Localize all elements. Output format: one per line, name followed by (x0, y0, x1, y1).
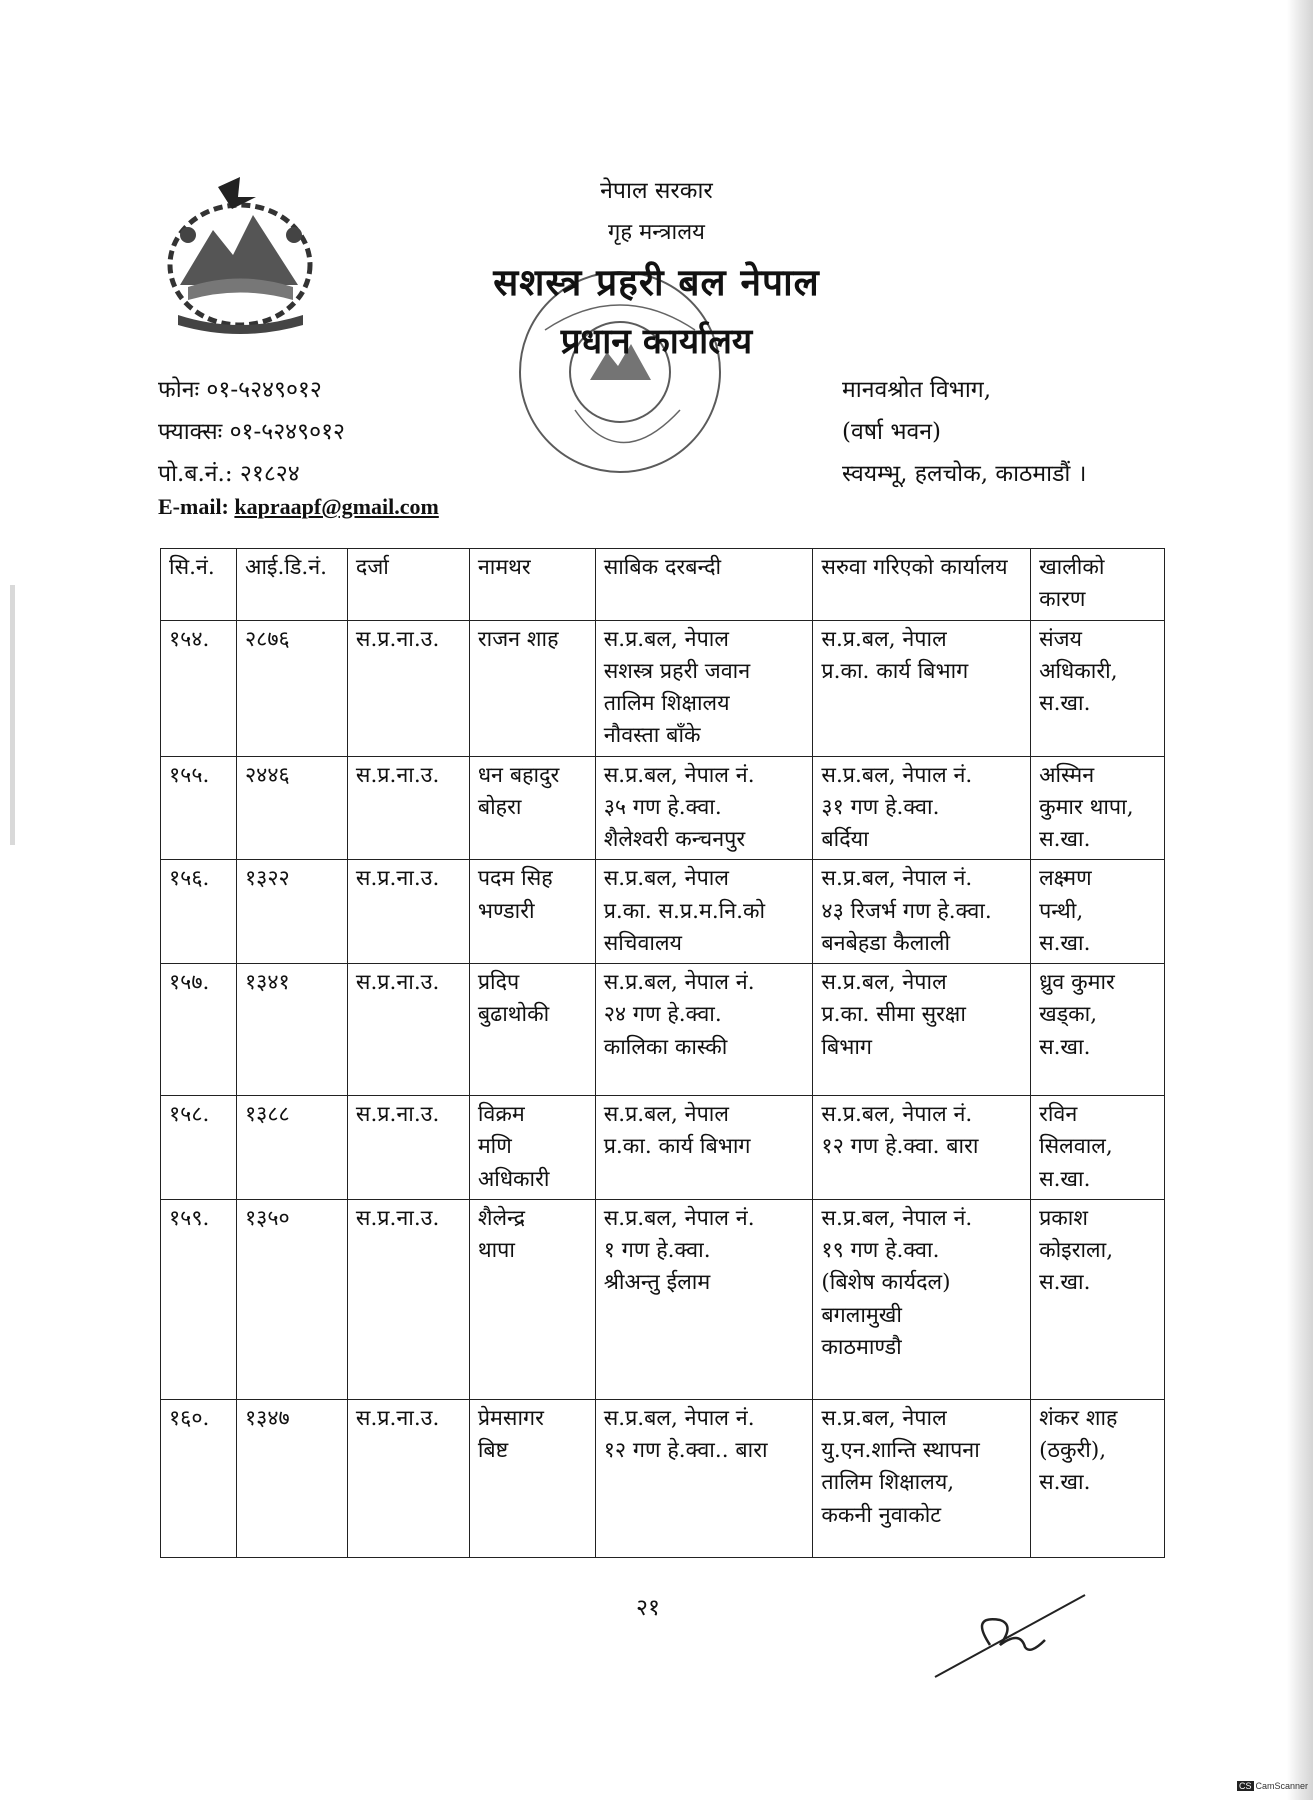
header-serial-no: सि.नं. (161, 549, 237, 621)
cell-id-no: २४४६ (236, 756, 347, 860)
cell-transferred-office: स.प्र.बल, नेपाल नं. १२ गण हे.क्वा. बारा (813, 1096, 1031, 1200)
signature-mark (930, 1585, 1090, 1685)
phone-number: फोनः ०१-५२४९०१२ (158, 377, 322, 403)
cell-vacancy-reason: ध्रुव कुमार खड्का, स.खा. (1031, 964, 1165, 1096)
ministry-name: गृह मन्त्रालय (608, 220, 705, 245)
camscanner-label: CamScanner (1255, 1781, 1309, 1791)
cell-vacancy-reason: लक्ष्मण पन्थी, स.खा. (1031, 860, 1165, 964)
table-row (161, 1096, 1165, 1200)
header-vacancy-reason: खालीको कारण (1031, 549, 1165, 621)
table-row (161, 860, 1165, 964)
table-header-row (161, 549, 1165, 621)
table-row (161, 620, 1165, 756)
cell-name: धन बहादुर बोहरा (469, 756, 595, 860)
email-line (158, 494, 439, 520)
po-box: पो.ब.नं.: २१८२४ (158, 461, 300, 487)
cell-serial-no: १५८. (161, 1096, 237, 1200)
table-row (161, 1399, 1165, 1557)
cell-transferred-office: स.प्र.बल, नेपाल प्र.का. कार्य बिभाग (813, 620, 1031, 756)
cell-rank: स.प्र.ना.उ. (347, 620, 469, 756)
cell-previous-post: स.प्र.बल, नेपाल नं. १२ गण हे.क्वा.. बारा (595, 1399, 813, 1557)
cell-vacancy-reason: प्रकाश कोइराला, स.खा. (1031, 1199, 1165, 1399)
cell-vacancy-reason: रविन सिलवाल, स.खा. (1031, 1096, 1165, 1200)
cell-name: विक्रम मणि अधिकारी (469, 1096, 595, 1200)
cell-serial-no: १५४. (161, 620, 237, 756)
cell-transferred-office: स.प्र.बल, नेपाल नं. ४३ रिजर्भ गण हे.क्वा. बनबेहडा कैलाली (813, 860, 1031, 964)
cell-previous-post: स.प्र.बल, नेपाल प्र.का. स.प्र.म.नि.को सचिवालय (595, 860, 813, 964)
page-number: २१ (636, 1595, 660, 1621)
header-previous-post: साबिक दरबन्दी (595, 549, 813, 621)
cell-id-no: १३५० (236, 1199, 347, 1399)
department-name: मानवश्रोत विभाग, (842, 377, 992, 403)
cell-previous-post: स.प्र.बल, नेपाल सशस्त्र प्रहरी जवान तालिम शिक्षालय नौवस्ता बाँके (595, 620, 813, 756)
camscanner-mark: CS (1239, 1781, 1252, 1791)
cell-rank: स.प्र.ना.उ. (347, 756, 469, 860)
cell-name: शैलेन्द्र थापा (469, 1199, 595, 1399)
table-row (161, 756, 1165, 860)
camscanner-badge (1237, 1781, 1308, 1791)
cell-previous-post: स.प्र.बल, नेपाल नं. ३५ गण हे.क्वा. शैलेश्वरी कन्चनपुर (595, 756, 813, 860)
cell-previous-post: स.प्र.बल, नेपाल नं. १ गण हे.क्वा. श्रीअन्तु ईलाम (595, 1199, 813, 1399)
header-rank: दर्जा (347, 549, 469, 621)
cell-name: प्रेमसागर बिष्ट (469, 1399, 595, 1557)
table-row (161, 964, 1165, 1096)
cell-previous-post: स.प्र.बल, नेपाल नं. २४ गण हे.क्वा. कालिका कास्की (595, 964, 813, 1096)
cell-id-no: १३८८ (236, 1096, 347, 1200)
cell-transferred-office: स.प्र.बल, नेपाल प्र.का. सीमा सुरक्षा बिभाग (813, 964, 1031, 1096)
cell-vacancy-reason: अस्मिन कुमार थापा, स.खा. (1031, 756, 1165, 860)
table-row (161, 1199, 1165, 1399)
header-transferred-office: सरुवा गरिएको कार्यालय (813, 549, 1031, 621)
header-name: नामथर (469, 549, 595, 621)
cell-serial-no: १५५. (161, 756, 237, 860)
cell-previous-post: स.प्र.बल, नेपाल प्र.का. कार्य बिभाग (595, 1096, 813, 1200)
cell-vacancy-reason: शंकर शाह (ठकुरी), स.खा. (1031, 1399, 1165, 1557)
office-name: प्रधान कार्यालय (560, 321, 753, 362)
email-link[interactable]: kapraapf@gmail.com (234, 494, 439, 519)
cell-name: पदम सिह भण्डारी (469, 860, 595, 964)
cell-rank: स.प्र.ना.उ. (347, 1199, 469, 1399)
cell-name: प्रदिप बुढाथोकी (469, 964, 595, 1096)
cell-serial-no: १६०. (161, 1399, 237, 1557)
cell-rank: स.प्र.ना.उ. (347, 860, 469, 964)
cell-rank: स.प्र.ना.उ. (347, 964, 469, 1096)
cell-name: राजन शाह (469, 620, 595, 756)
cell-rank: स.प्र.ना.उ. (347, 1096, 469, 1200)
cell-vacancy-reason: संजय अधिकारी, स.खा. (1031, 620, 1165, 756)
cell-serial-no: १५९. (161, 1199, 237, 1399)
cell-id-no: २८७६ (236, 620, 347, 756)
cell-serial-no: १५६. (161, 860, 237, 964)
cell-transferred-office: स.प्र.बल, नेपाल नं. १९ गण हे.क्वा. (बिशेष कार्यदल) बगलामुखी काठमाण्डौ (813, 1199, 1031, 1399)
scan-edge-left (10, 585, 15, 845)
cell-id-no: १३४७ (236, 1399, 347, 1557)
department-building: (वर्षा भवन) (842, 419, 942, 445)
fax-number: फ्याक्सः ०१-५२४९०१२ (158, 419, 345, 445)
cell-transferred-office: स.प्र.बल, नेपाल यु.एन.शान्ति स्थापना तालिम शिक्षालय, ककनी नुवाकोट (813, 1399, 1031, 1557)
cell-serial-no: १५७. (161, 964, 237, 1096)
header-id-no: आई.डि.नं. (236, 549, 347, 621)
government-name: नेपाल सरकार (600, 178, 713, 204)
cell-transferred-office: स.प्र.बल, नेपाल नं. ३१ गण हे.क्वा. बर्दिया (813, 756, 1031, 860)
email-label: E-mail: (158, 494, 229, 519)
cell-id-no: १३२२ (236, 860, 347, 964)
organization-name: सशस्त्र प्रहरी बल नेपाल (493, 260, 820, 304)
department-address: स्वयम्भू, हलचोक, काठमाडौं । (842, 461, 1087, 487)
cell-rank: स.प्र.ना.उ. (347, 1399, 469, 1557)
transfer-table (160, 548, 1165, 1558)
cell-id-no: १३४१ (236, 964, 347, 1096)
